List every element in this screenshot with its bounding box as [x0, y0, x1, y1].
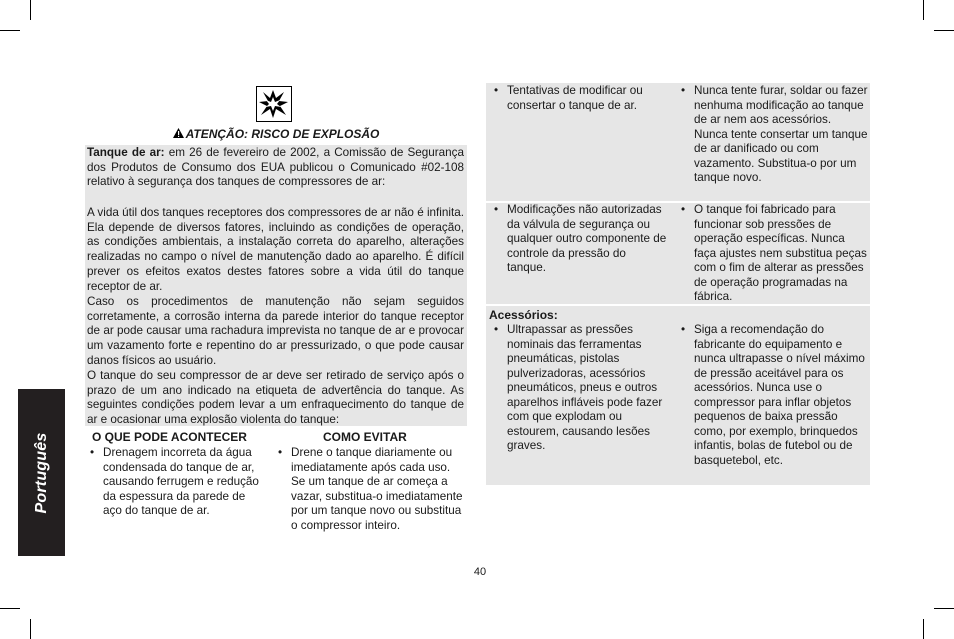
list-item [494, 203, 667, 276]
warning-title [86, 127, 466, 141]
bullet-icon: • [278, 446, 283, 459]
cell-avoid: Siga a recomendação do fabricante do equipamento e nunca ultrapasse o nível máximo de pressão aceitável para os acessórios. Nunca use o compressor para inflar objetos pequenos de baixa pressão como, por exemplo, brinquedos infantis, bolas de futebol ou de basquetebol, etc. [694, 323, 865, 467]
bullet-icon: • [681, 84, 686, 97]
column-header-what-happens: O QUE PODE ACONTECER [92, 430, 247, 444]
cell-happen: Drenagem incorreta da água condensada do tanque de ar, causando ferrugem e redução da espessura da parede de aço do tanque de ar. [103, 446, 259, 517]
paragraph-lead: Tanque de ar: [87, 146, 165, 159]
crop-mark [0, 608, 20, 609]
list-item [494, 323, 667, 454]
accessories-label: Acessórios: [489, 308, 558, 322]
cell-happen: Ultrapassar as pressões nominais das ferramentas pneumáticas, pistolas pulverizadoras, acessórios pneumáticos, pneus e outros aparelhos infláveis pode fazer com que explodam ou estourem, causando lesões graves. [507, 323, 663, 452]
paragraph-body: em 26 de fevereiro de 2002, a Comissão de Segurança dos Produtos de Consumo dos EUA publicou o Comunicado #02-108 relativo à segurança dos tanques de compressores de ar: [87, 146, 465, 189]
bullet-icon: • [494, 84, 499, 97]
cell-happen: Tentativas de modificar ou consertar o tanque de ar. [507, 84, 643, 112]
list-item [90, 446, 263, 519]
paragraph-maintenance: Caso os procedimentos de manutenção não sejam seguidos corretamente, a corrosão interna da parede interior do tanque receptor de ar pode causar uma rachadura imprevista no tanque de ar e provocar um vazamento forte e repentino do ar pressurizado, o que pode causar danos físicos ao usuário. [87, 295, 464, 367]
crop-mark [923, 0, 924, 20]
list-item [681, 203, 868, 305]
bullet-icon: • [681, 323, 686, 336]
list-item [494, 84, 667, 113]
warning-title-text: ATENÇÃO: RISCO DE EXPLOSÃO [185, 127, 380, 141]
crop-mark [934, 30, 954, 31]
list-item [278, 446, 466, 533]
list-item [681, 84, 868, 186]
cell-avoid: O tanque foi fabricado para funcionar sob pressões de operação específicas. Nunca faça ajustes nem substitua peças com o fim de alterar as pressões de operação programadas na fábrica. [694, 203, 867, 303]
bullet-icon: • [494, 203, 499, 216]
bullet-icon: • [494, 323, 499, 336]
language-tab-label: Português [32, 432, 50, 513]
list-item [681, 323, 868, 468]
crop-mark [0, 30, 20, 31]
page-number: 40 [473, 566, 487, 578]
paragraph-air-tank [87, 146, 464, 190]
crop-mark [923, 619, 924, 639]
explosion-hazard-icon [256, 86, 292, 122]
bullet-icon: • [90, 446, 95, 459]
crop-mark [30, 619, 31, 639]
cell-happen: Modificações não autorizadas da válvula de segurança ou qualquer outro componente de controle da pressão do tanque. [507, 203, 667, 274]
paragraph-retire-tank: O tanque do seu compressor de ar deve ser retirado de serviço após o prazo de um ano indicado na etiqueta de advertência do tanque. As seguintes condições podem levar a um enfraquecimento do tanque de ar e ocasionar uma explosão violenta do tanque: [87, 369, 464, 427]
column-header-how-to-avoid: COMO EVITAR [323, 430, 407, 444]
bullet-icon: • [681, 203, 686, 216]
cell-avoid: Drene o tanque diariamente ou imediatamente após cada uso. Se um tanque de ar começa a vazar, substitua-o imediatamente por um tanque novo ou substitua o compressor inteiro. [291, 446, 463, 532]
language-tab [18, 389, 65, 556]
crop-mark [934, 608, 954, 609]
warning-triangle-icon [173, 127, 184, 141]
paragraph-service-life: A vida útil dos tanques receptores dos compressores de ar não é infinita. Ela depende de diversos fatores, incluindo as condições de operação, as condições ambientais, a instalação correta do aparelho, alterações realizadas no campo o nível de manutenção dado ao aparelho. É difícil prever os efeitos exatos destes fatores sobre a vida útil do tanque receptor de ar. [87, 206, 464, 293]
cell-avoid: Nunca tente furar, soldar ou fazer nenhuma modificação ao tanque de ar nem aos acessórios. Nunca tente consertar um tanque de ar danificado ou com vazamento. Substitua-o por um tanque novo. [694, 84, 868, 184]
crop-mark [30, 0, 31, 20]
